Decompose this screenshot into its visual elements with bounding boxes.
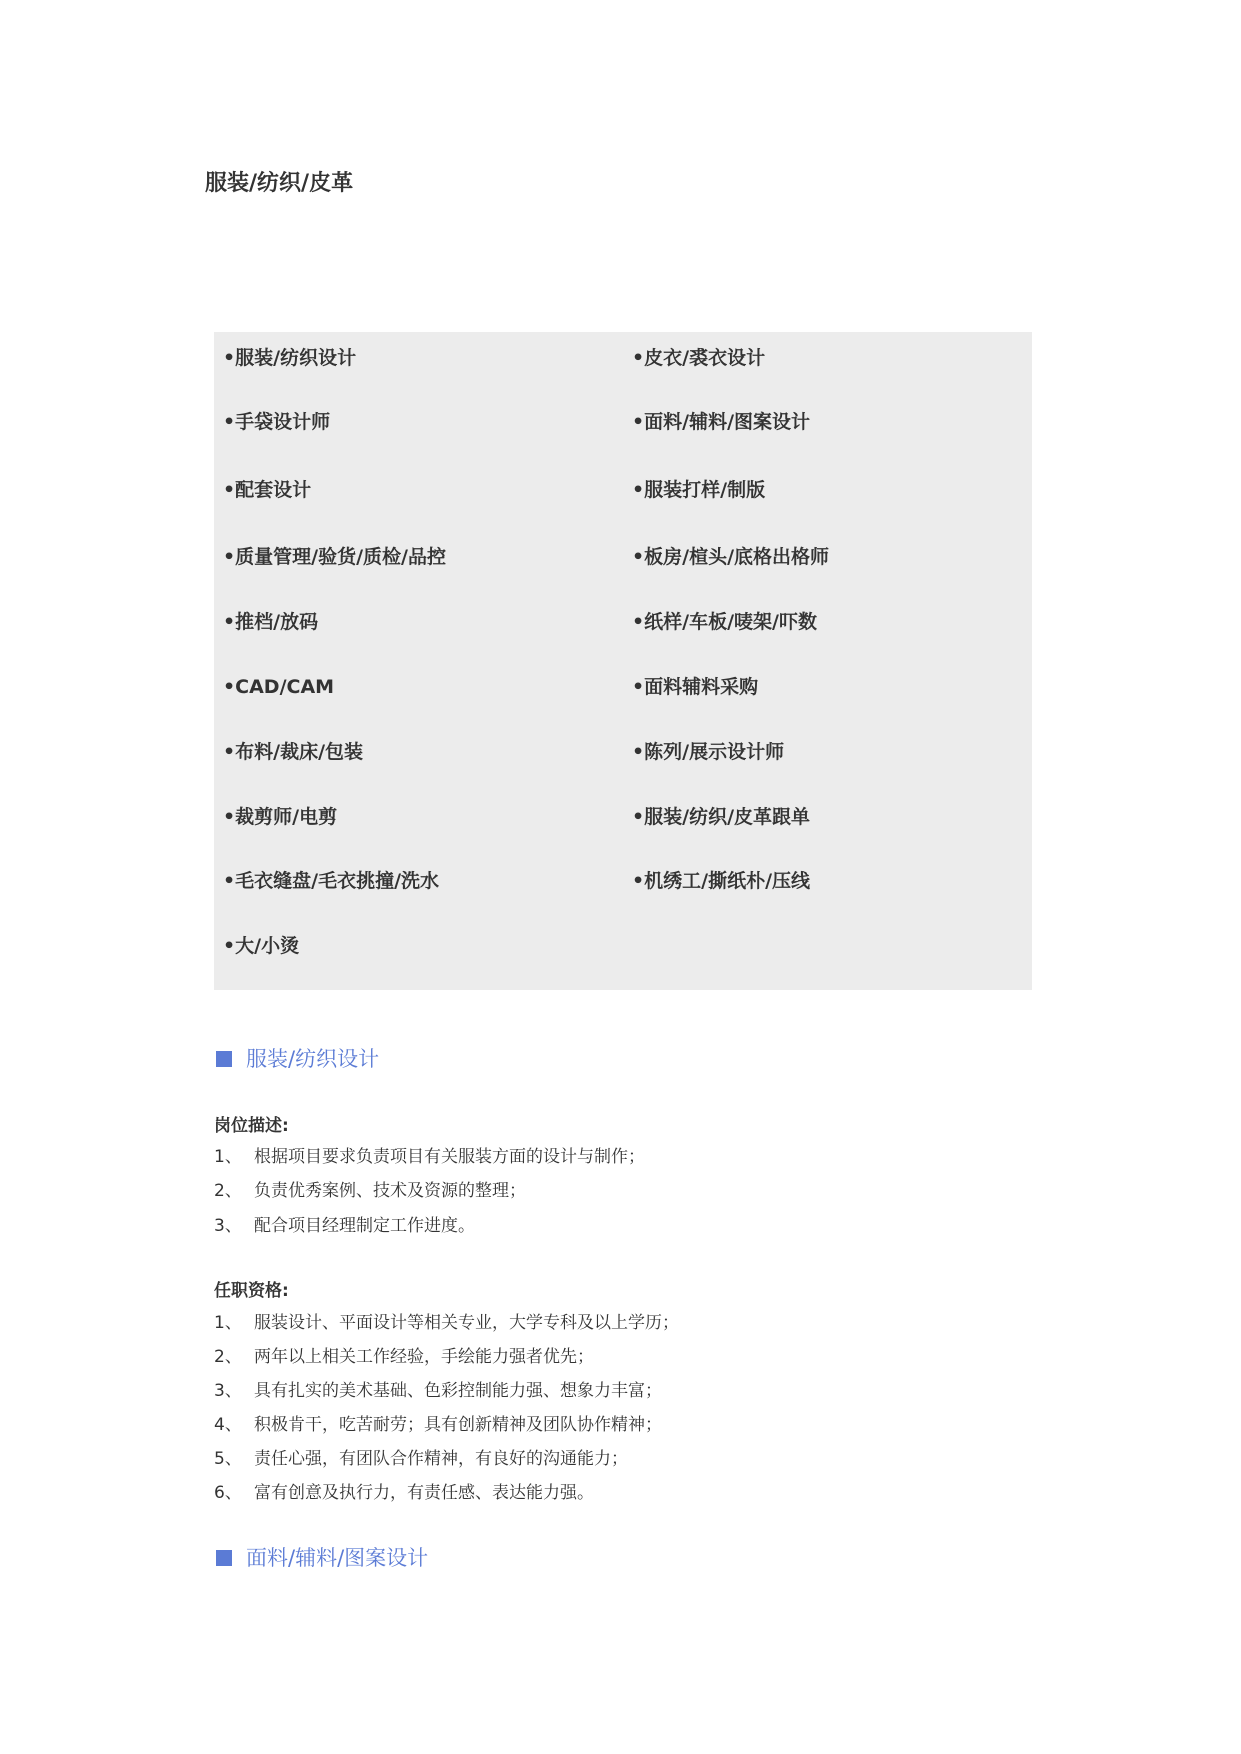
category-item[interactable]: •服装/纺织设计 [223, 347, 357, 369]
category-item[interactable]: •纸样/车板/唛架/吓数 [632, 611, 817, 633]
list-item: 3、 具有扎实的美术基础、色彩控制能力强、想象力丰富； [214, 1381, 662, 1401]
page-title: 服装/纺织/皮革 [205, 171, 354, 196]
category-item[interactable]: •服装/纺织/皮革跟单 [632, 806, 811, 828]
list-item: 1、 根据项目要求负责项目有关服装方面的设计与制作； [214, 1147, 645, 1167]
list-item: 4、 积极肯干，吃苦耐劳；具有创新精神及团队协作精神； [214, 1415, 662, 1435]
section-title: 面料/辅料/图案设计 [246, 1546, 429, 1570]
list-item: 2、 两年以上相关工作经验，手绘能力强者优先； [214, 1347, 594, 1367]
category-item[interactable]: •CAD/CAM [223, 676, 335, 698]
category-item[interactable]: •陈列/展示设计师 [632, 741, 785, 763]
category-table [214, 332, 1032, 990]
list-item: 5、 责任心强，有团队合作精神，有良好的沟通能力； [214, 1449, 628, 1469]
job-description-label: 岗位描述: [214, 1116, 289, 1136]
category-item[interactable]: •质量管理/验货/质检/品控 [223, 546, 446, 568]
section-heading [216, 1543, 428, 1573]
category-item[interactable]: •布料/裁床/包装 [223, 741, 364, 763]
square-bullet-icon [216, 1550, 232, 1566]
category-item[interactable]: •服装打样/制版 [632, 479, 766, 501]
category-item[interactable]: •裁剪师/电剪 [223, 806, 338, 828]
category-item[interactable]: •皮衣/裘衣设计 [632, 347, 766, 369]
square-bullet-icon [216, 1051, 232, 1067]
category-item[interactable]: •机绣工/撕纸朴/压线 [632, 870, 811, 892]
category-item[interactable]: •大/小烫 [223, 935, 300, 957]
list-item: 2、 负责优秀案例、技术及资源的整理； [214, 1181, 526, 1201]
list-item: 3、 配合项目经理制定工作进度。 [214, 1216, 475, 1236]
category-item[interactable]: •面料辅料采购 [632, 676, 759, 698]
category-item[interactable]: •配套设计 [223, 479, 312, 501]
category-item[interactable]: •面料/辅料/图案设计 [632, 411, 811, 433]
job-requirements-label: 任职资格: [214, 1281, 289, 1301]
category-item[interactable]: •毛衣缝盘/毛衣挑撞/洗水 [223, 870, 440, 892]
category-item[interactable]: •板房/楦头/底格出格师 [632, 546, 830, 568]
section-title: 服装/纺织设计 [246, 1047, 380, 1071]
list-item: 6、 富有创意及执行力，有责任感、表达能力强。 [214, 1483, 594, 1503]
category-item[interactable]: •手袋设计师 [223, 411, 331, 433]
section-heading [216, 1044, 379, 1074]
list-item: 1、 服装设计、平面设计等相关专业，大学专科及以上学历； [214, 1313, 679, 1333]
category-item[interactable]: •推档/放码 [223, 611, 319, 633]
